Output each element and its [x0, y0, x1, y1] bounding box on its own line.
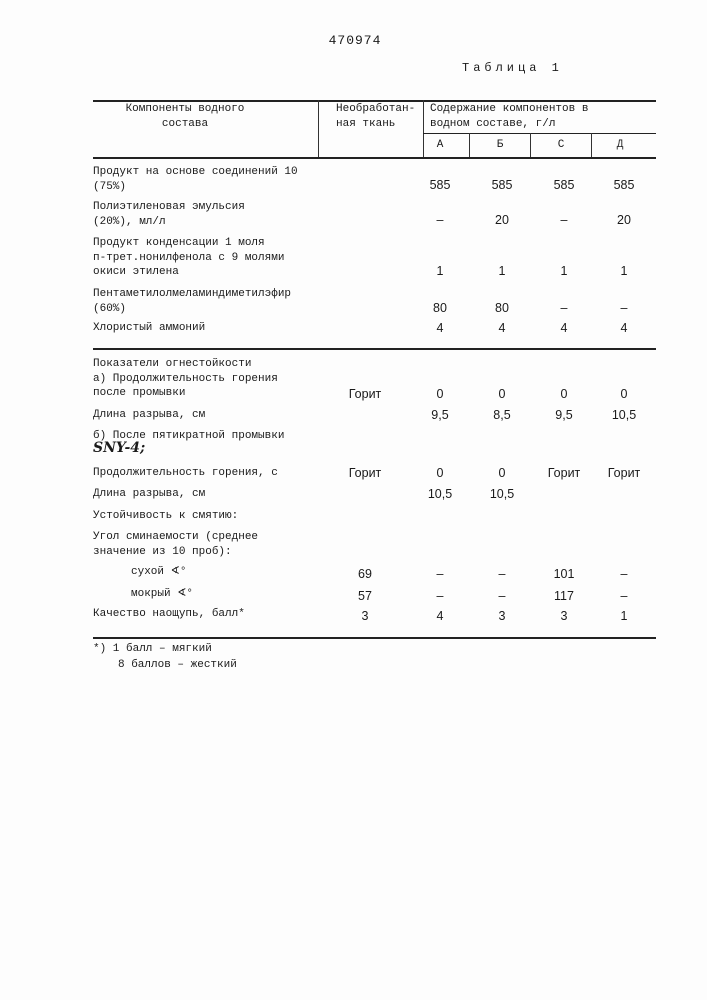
cell-value-b: – — [499, 568, 506, 581]
cell-value-a: 80 — [433, 302, 447, 315]
cell-value-c: 117 — [554, 590, 574, 603]
row-label: б) После пятикратной промывки — [93, 430, 284, 443]
cell-value-c: 0 — [561, 388, 568, 401]
cell-value-a: 4 — [437, 322, 444, 335]
section-rule — [93, 348, 656, 350]
header-untreated: ная ткань — [336, 118, 395, 131]
column-divider — [591, 133, 592, 157]
column-header-b: Б — [497, 139, 504, 152]
cell-value-d: 20 — [617, 214, 631, 227]
row-label: Качество наощупь, балл* — [93, 608, 245, 621]
cell-value-a: 1 — [437, 265, 444, 278]
row-label: п-трет.нонилфенола с 9 молями — [93, 252, 284, 265]
cell-value-b: 0 — [499, 388, 506, 401]
row-label: SNY-4; — [93, 442, 145, 455]
row-label: Длина разрыва, см — [93, 409, 205, 422]
cell-value-a: – — [437, 568, 444, 581]
row-label: (60%) — [93, 303, 126, 316]
untreated-value: Горит — [349, 467, 382, 480]
column-divider — [318, 100, 319, 157]
row-label: мокрый ∢° — [131, 588, 193, 601]
cell-value-a: 585 — [430, 179, 451, 192]
untreated-value: Горит — [349, 388, 382, 401]
subheader-rule — [423, 133, 656, 134]
row-label: Полиэтиленовая эмульсия — [93, 201, 245, 214]
row-label: окиси этилена — [93, 266, 179, 279]
cell-value-c: 101 — [554, 568, 575, 581]
cell-value-c: 3 — [561, 610, 568, 623]
patent-number: 470974 — [329, 34, 382, 47]
row-label: (75%) — [93, 181, 126, 194]
cell-value-b: 80 — [495, 302, 509, 315]
cell-value-d: 10,5 — [612, 409, 636, 422]
document-page — [0, 0, 707, 1000]
cell-value-c: 1 — [561, 265, 568, 278]
cell-value-b: 8,5 — [493, 409, 510, 422]
cell-value-c: 9,5 — [555, 409, 572, 422]
cell-value-c: 585 — [554, 179, 575, 192]
header-content: водном составе, г/л — [430, 118, 555, 131]
header-content: Содержание компонентов в — [430, 103, 588, 116]
table-top-rule — [93, 100, 656, 102]
cell-value-b: 3 — [499, 610, 506, 623]
row-label: Устойчивость к смятию: — [93, 510, 238, 523]
header-components: состава — [162, 118, 208, 131]
column-header-a: А — [437, 139, 444, 152]
row-label: Продолжительность горения, с — [93, 467, 278, 480]
table-title: Таблица 1 — [462, 62, 563, 75]
row-label: Пентаметилолмеламиндиметилэфир — [93, 288, 291, 301]
cell-value-c: Горит — [548, 467, 581, 480]
header-untreated: Необработан- — [336, 103, 415, 116]
cell-value-a: 4 — [437, 610, 444, 623]
cell-value-d: 1 — [621, 265, 628, 278]
cell-value-a: 0 — [437, 388, 444, 401]
row-label: значение из 10 проб): — [93, 546, 232, 559]
column-divider — [423, 100, 424, 157]
cell-value-d: – — [621, 568, 628, 581]
footnote-line: 8 баллов – жесткий — [118, 659, 237, 672]
column-divider — [469, 133, 470, 157]
row-label: (20%), мл/л — [93, 216, 166, 229]
header-components: Компоненты водного — [126, 103, 245, 116]
untreated-value: 57 — [358, 590, 372, 603]
table-bottom-rule — [93, 637, 656, 639]
row-label: а) Продолжительность горения — [93, 373, 278, 386]
cell-value-d: Горит — [608, 467, 641, 480]
cell-value-a: – — [437, 590, 444, 603]
cell-value-c: – — [561, 302, 568, 315]
row-label: Длина разрыва, см — [93, 488, 205, 501]
cell-value-c: – — [561, 214, 568, 227]
untreated-value: 3 — [362, 610, 369, 623]
cell-value-b: 0 — [499, 467, 506, 480]
cell-value-d: – — [621, 302, 628, 315]
untreated-value: 69 — [358, 568, 372, 581]
cell-value-d: – — [621, 590, 628, 603]
cell-value-b: 20 — [495, 214, 509, 227]
cell-value-b: 1 — [499, 265, 506, 278]
column-divider — [530, 133, 531, 157]
row-label: Угол сминаемости (среднее — [93, 531, 258, 544]
cell-value-a: 9,5 — [431, 409, 448, 422]
cell-value-a: 0 — [437, 467, 444, 480]
cell-value-a: – — [437, 214, 444, 227]
cell-value-a: 10,5 — [428, 488, 452, 501]
header-bottom-rule — [93, 157, 656, 159]
cell-value-b: 585 — [492, 179, 513, 192]
row-label: Продукт конденсации 1 моля — [93, 237, 265, 250]
row-label: Показатели огнестойкости — [93, 358, 251, 371]
cell-value-c: 4 — [561, 322, 568, 335]
cell-value-b: – — [499, 590, 506, 603]
cell-value-d: 1 — [621, 610, 628, 623]
cell-value-d: 585 — [614, 179, 635, 192]
row-label: сухой ∢° — [131, 566, 186, 579]
footnote-line: *) 1 балл – мягкий — [93, 643, 212, 656]
row-label: после промывки — [93, 387, 185, 400]
row-label: Хлористый аммоний — [93, 322, 205, 335]
row-label: Продукт на основе соединений 10 — [93, 166, 298, 179]
column-header-d: Д — [617, 139, 624, 152]
column-header-c: С — [558, 139, 565, 152]
cell-value-d: 4 — [621, 322, 628, 335]
cell-value-b: 4 — [499, 322, 506, 335]
cell-value-b: 10,5 — [490, 488, 514, 501]
cell-value-d: 0 — [621, 388, 628, 401]
